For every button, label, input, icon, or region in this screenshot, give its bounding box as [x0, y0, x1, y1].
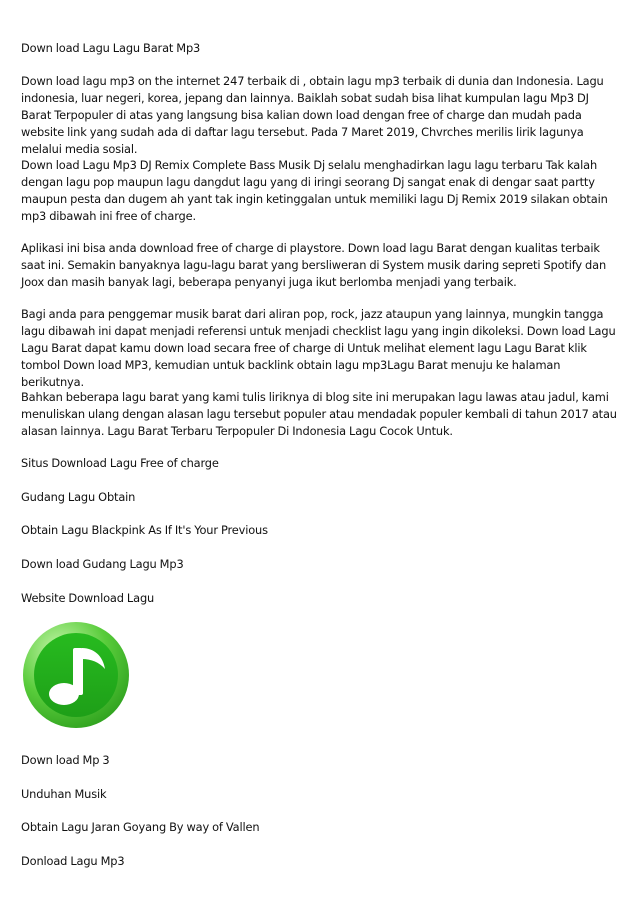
paragraph-4: Bagi anda para penggemar musik barat dari aliran pop, rock, jazz ataupun yang lainnya, mungkin tangga lagu dibawah ini dapat menjadi referensi untuk menjadi checklist lagu yang ingin dikoleksi. Down load Lagu Lagu Barat dapat kamu down load secara free of charge di Untuk melihat element lagu Lagu Barat klik tombol Down load MP3, kemudian untuk backlink obtain lagu mp3Lagu Barat menuju ke halaman berikutnya. [21, 307, 616, 389]
paragraph-3: Aplikasi ini bisa anda download free of charge di playstore. Down load lagu Barat dengan kualitas terbaik saat ini. Semakin banyaknya lagu-lagu barat yang bersliweran di System musik daring sepreti Spotify dan Joox dan masih banyak lagi, beberapa penyanyi juga ikut berlomba menjadi yang terbaik. [21, 241, 607, 289]
list-item: Down load Gudang Lagu Mp3 [21, 557, 184, 571]
paragraph-5: Bahkan beberapa lagu barat yang kami tulis liriknya di blog site ini merupakan lagu lawas atau jadul, kami menuliskan ulang dengan alasan lagu tersebut populer atau mendadak populer kembali di tahun 2017 atau alasan lainnya. Lagu Barat Terbaru Terpopuler Di Indonesia Lagu Cocok Untuk. [21, 390, 617, 438]
list-item: Down load Mp 3 [21, 753, 110, 767]
paragraph-2: Down load Lagu Mp3 DJ Remix Complete Bass Musik Dj selalu menghadirkan lagu lagu terbaru Tak kalah dengan lagu pop maupun lagu dangdut lagu yang di iringi seorang Dj sangat enak di dengar saat partty maupun pesta dan dugem ah yant tak ingin ketinggalan untuk memiliki lagu Dj Remix 2019 silakan obtain mp3 dibawah ini free of charge. [21, 158, 608, 223]
document-title: Down load Lagu Lagu Barat Mp3 [21, 41, 201, 55]
list-item: Situs Download Lagu Free of charge [21, 456, 219, 470]
list-item: Obtain Lagu Blackpink As If It's Your Previous [21, 523, 268, 537]
list-item: Donload Lagu Mp3 [21, 854, 125, 868]
music-note-icon [21, 620, 131, 730]
list-item: Obtain Lagu Jaran Goyang By way of Vallen [21, 820, 260, 834]
list-item: Gudang Lagu Obtain [21, 490, 136, 504]
list-item: Website Download Lagu [21, 591, 155, 605]
list-item: Unduhan Musik [21, 787, 107, 801]
paragraph-1: Down load lagu mp3 on the internet 247 terbaik di , obtain lagu mp3 terbaik di dunia dan Indonesia. Lagu indonesia, luar negeri, korea, jepang dan lainnya. Baiklah sobat sudah bisa lihat kumpulan lagu Mp3 DJ Barat Terpopuler di atas yang langsung bisa kalian down load dengan free of charge dan mudah pada website link yang sudah ada di daftar lagu tersebut. Pada 7 Maret 2019, Chvrches merilis lirik lagunya melalui media sosial. [21, 74, 604, 156]
